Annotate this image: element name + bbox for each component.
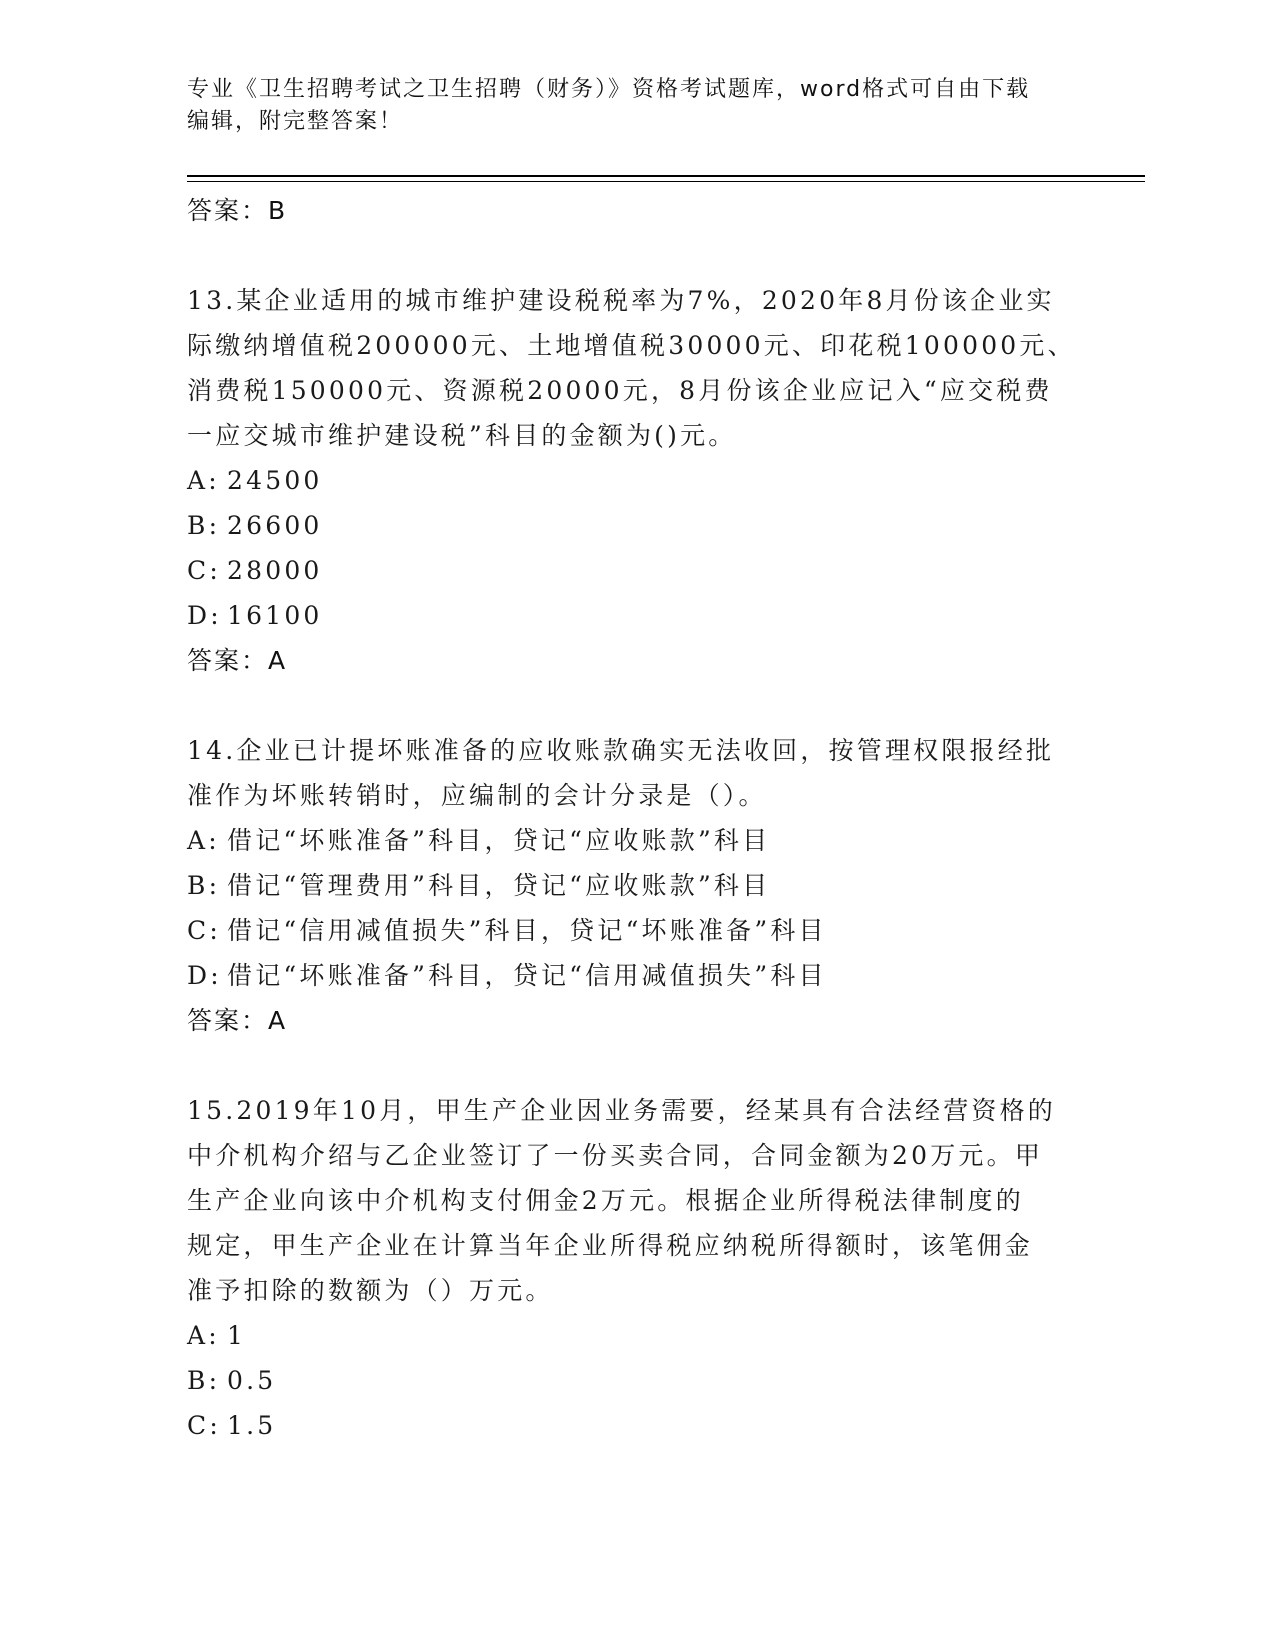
option-b: [187, 863, 1087, 908]
option-text: 借记“信用减值损失”科目，贷记“坏账准备”科目: [227, 916, 827, 945]
question-list: [187, 188, 1087, 1448]
option-key: A:: [187, 466, 220, 495]
option-key: D:: [187, 961, 222, 990]
question-text-line: 生产企业向该中介机构支付佣金2万元。根据企业所得税法律制度的: [187, 1186, 1024, 1215]
question-text-line: 中介机构介绍与乙企业签订了一份买卖合同，合同金额为20万元。甲: [187, 1141, 1044, 1170]
question-13: [187, 278, 1087, 683]
option-a: [187, 818, 1087, 863]
question-text-line: 13.某企业适用的城市维护建设税税率为7%，2020年8月份该企业实: [187, 286, 1055, 315]
question-text-line: 准予扣除的数额为（）万元。: [187, 1276, 554, 1305]
option-text: 0.5: [227, 1366, 277, 1395]
option-key: A:: [187, 826, 220, 855]
option-key: A:: [187, 1321, 220, 1350]
option-a: [187, 1313, 1087, 1358]
option-text: 借记“管理费用”科目，贷记“应收账款”科目: [227, 871, 771, 900]
previous-answer: 答案：B: [187, 196, 288, 225]
option-key: D:: [187, 601, 222, 630]
option-text: 28000: [227, 556, 323, 585]
question-14: [187, 728, 1087, 1043]
header-line-1: 专业《卫生招聘考试之卫生招聘（财务）》资格考试题库，word格式可自由下载: [187, 77, 1031, 102]
spacer: [187, 1043, 1087, 1088]
option-text: 26600: [227, 511, 323, 540]
header-line-2: 编辑，附完整答案！: [187, 109, 404, 134]
question-text-line: 一应交城市维护建设税”科目的金额为()元。: [187, 421, 737, 450]
question-text-line: 15.2019年10月，甲生产企业因业务需要，经某具有合法经营资格的: [187, 1096, 1056, 1125]
answer: 答案：A: [187, 1006, 288, 1035]
option-text: 借记“坏账准备”科目，贷记“应收账款”科目: [227, 826, 771, 855]
spacer: [187, 233, 1087, 278]
option-key: B:: [187, 511, 221, 540]
spacer: [187, 683, 1087, 728]
option-c: [187, 1403, 1087, 1448]
option-b: [187, 503, 1087, 548]
question-text-line: 准作为坏账转销时，应编制的会计分录是（）。: [187, 781, 767, 810]
question-15: [187, 1088, 1087, 1448]
option-text: 16100: [227, 601, 323, 630]
header-rule-thin: [187, 181, 1145, 182]
page-header: [187, 74, 1067, 138]
option-key: B:: [187, 1366, 221, 1395]
option-key: C:: [187, 556, 221, 585]
option-text: 24500: [227, 466, 323, 495]
question-text-line: 际缴纳增值税200000元、土地增值税30000元、印花税100000元、: [187, 331, 1076, 360]
question-text-line: 消费税150000元、资源税20000元，8月份该企业应记入“应交税费: [187, 376, 1053, 405]
option-key: C:: [187, 916, 221, 945]
option-a: [187, 458, 1087, 503]
question-text-line: 14.企业已计提坏账准备的应收账款确实无法收回，按管理权限报经批: [187, 736, 1055, 765]
option-d: [187, 953, 1087, 998]
answer: 答案：A: [187, 646, 288, 675]
option-text: 借记“坏账准备”科目，贷记“信用减值损失”科目: [227, 961, 827, 990]
option-c: [187, 548, 1087, 593]
option-text: 1.5: [227, 1411, 277, 1440]
option-c: [187, 908, 1087, 953]
header-rule-thick: [187, 175, 1145, 177]
option-key: B:: [187, 871, 221, 900]
option-d: [187, 593, 1087, 638]
option-text: 1: [227, 1321, 247, 1350]
question-text-line: 规定，甲生产企业在计算当年企业所得税应纳税所得额时，该笔佣金: [187, 1231, 1034, 1260]
option-key: C:: [187, 1411, 221, 1440]
option-b: [187, 1358, 1087, 1403]
